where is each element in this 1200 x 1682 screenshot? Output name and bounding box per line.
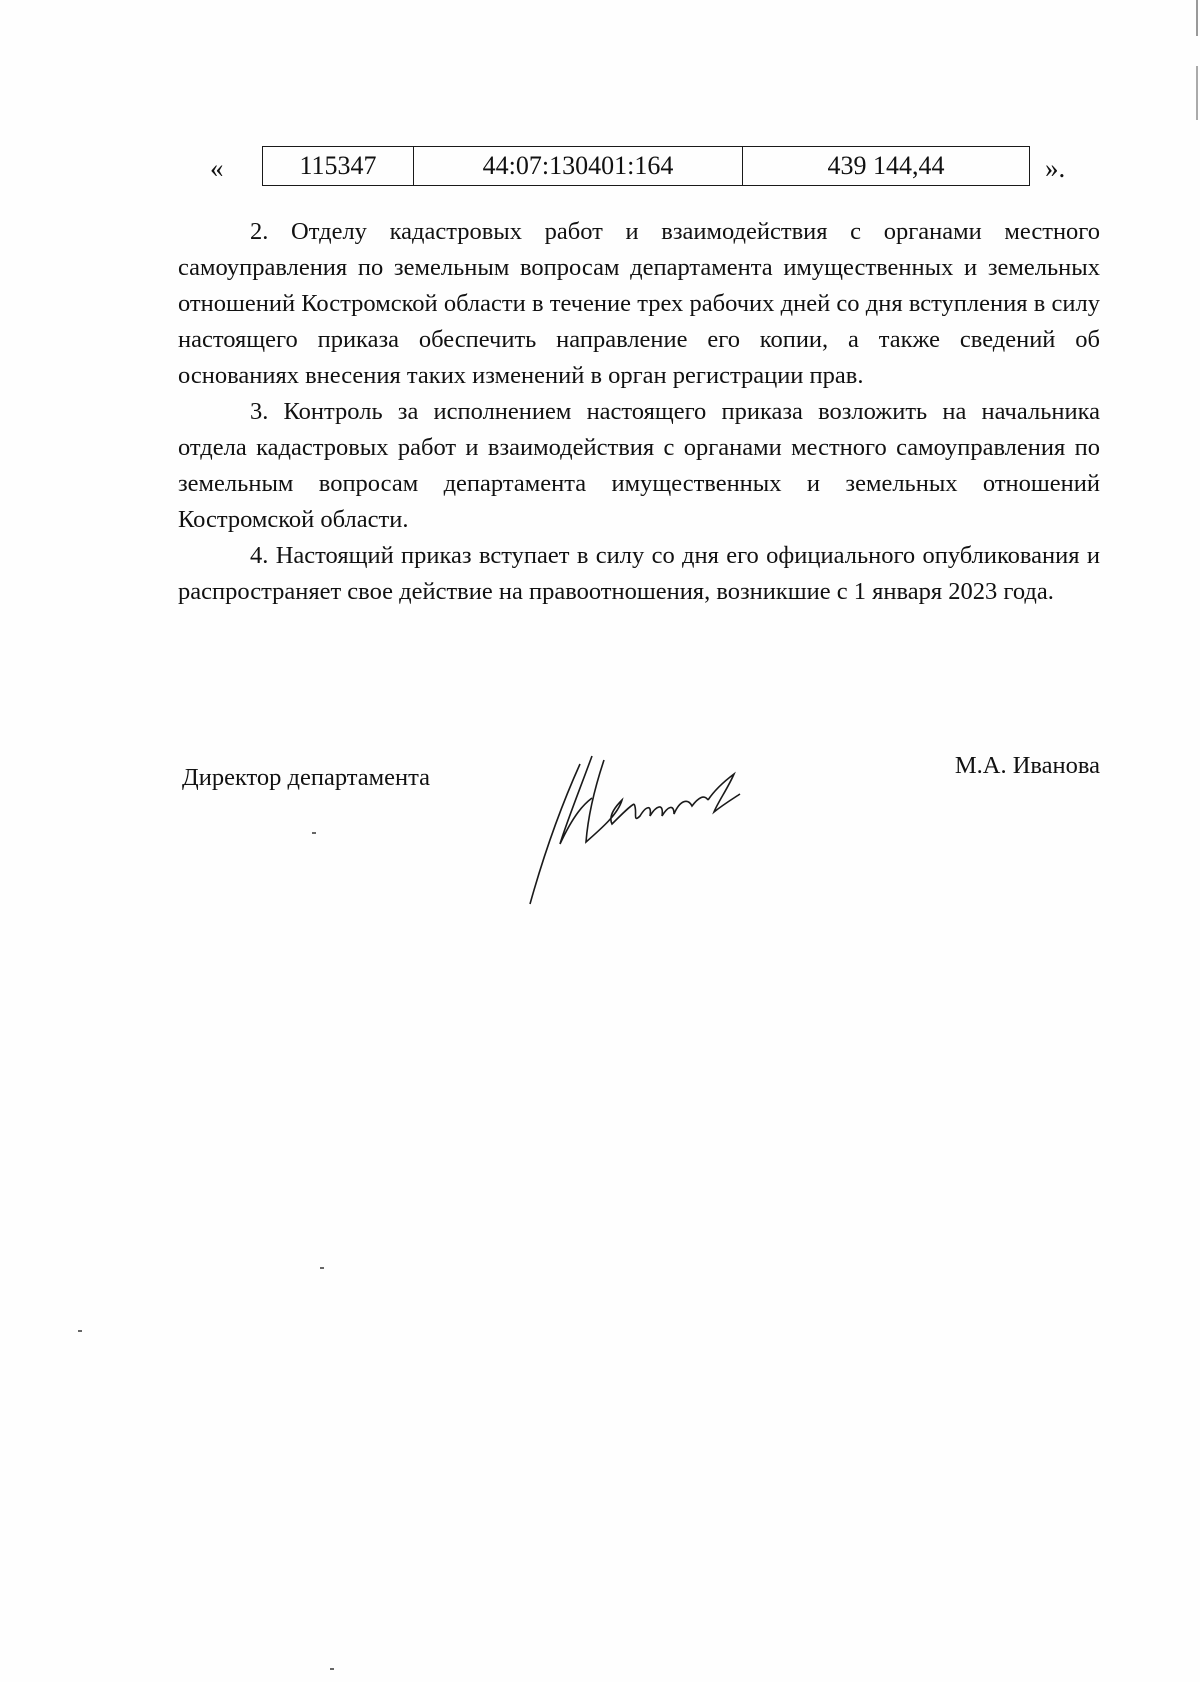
scan-speck: [312, 832, 316, 834]
document-body: [178, 214, 1100, 610]
table-row-block: [210, 146, 1080, 190]
scan-speck: [320, 1267, 324, 1269]
close-quote: ».: [1045, 153, 1066, 183]
table-cell-cadastral-number: 44:07:130401:164: [414, 147, 743, 186]
scan-speck: [330, 1668, 334, 1670]
paragraph-4: 4. Настоящий приказ вступает в силу со дня его официального опубликования и распространяет свое действие на правоотношения, возникшие с 1 января 2023 года.: [178, 542, 1100, 605]
signer-name: М.А. Иванова: [954, 752, 1100, 779]
paragraph-3: 3. Контроль за исполнением настоящего приказа возложить на начальника отдела кадастровых работ и взаимодействия с органами местного самоуправления по земельным вопросам департамента имущественных и земельных отношений Костромской области.: [178, 398, 1100, 533]
table-row: [263, 147, 1030, 186]
table-cell-number: 115347: [263, 147, 414, 186]
cadastral-table: [262, 146, 1030, 186]
paragraph-2: 2. Отделу кадастровых работ и взаимодействия с органами местного самоуправления по земельным вопросам департамента имущественных и земельных отношений Костромской области в течение трех рабочих дней со дня вступления в силу настоящего приказа обеспечить направление его копии, а также сведений об основаниях внесения таких изменений в орган регистрации прав.: [178, 218, 1100, 389]
open-quote: «: [210, 153, 224, 183]
handwritten-signature: [522, 744, 752, 914]
scan-edge-mark: [1196, 0, 1198, 120]
table-cell-value: 439 144,44: [743, 147, 1030, 186]
scan-speck: [78, 1330, 82, 1332]
signer-position: Директор департамента: [182, 764, 431, 791]
signature-block: [182, 752, 1100, 922]
